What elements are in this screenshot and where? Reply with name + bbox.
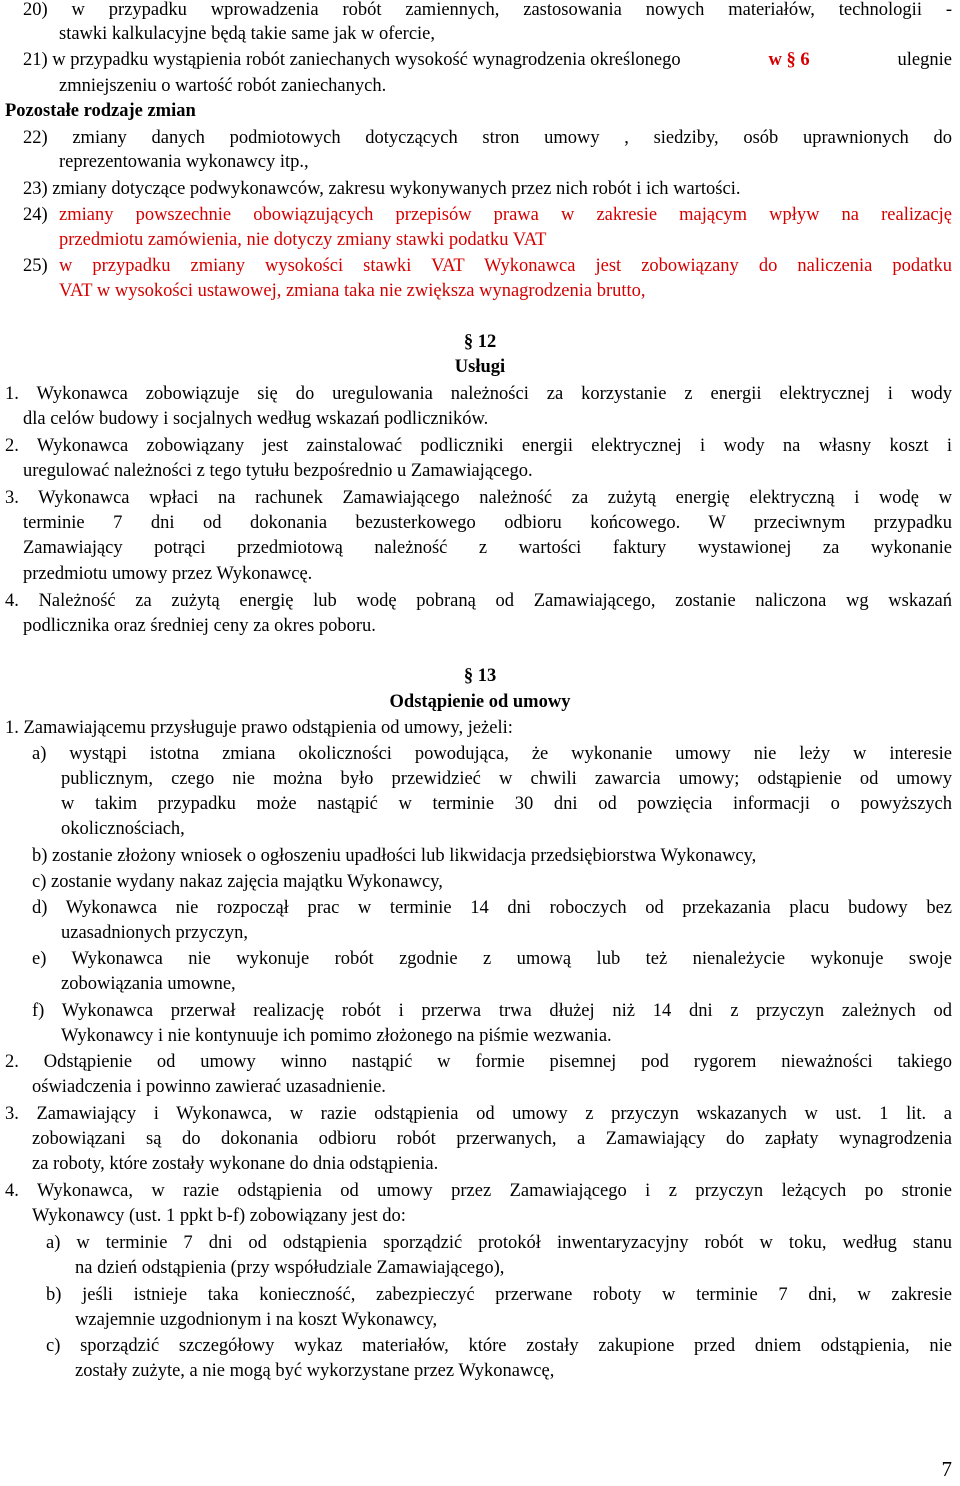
text-line: Wykonawcy (ust. 1 ppkt b-f) zobowiązany jest do: xyxy=(32,1206,406,1226)
text-line: d) Wykonawca nie rozpoczął prac w terminie 14 dni roboczych od przekazania placu budowy bez xyxy=(32,898,952,918)
text-line: w przypadku zmiany wysokości stawki VAT Wykonawca jest zobowiązany do naliczenia podatku xyxy=(59,256,952,276)
text-line: e) Wykonawca nie wykonuje robót zgodnie z umową lub też nienależycie wykonuje swoje xyxy=(32,949,952,969)
text-line: publicznym, czego nie można było przewidzieć w chwili zawarcia umowy; odstąpienie od umowy xyxy=(61,769,952,789)
text-line: okolicznościach, xyxy=(61,819,185,839)
section-number: § 12 xyxy=(463,332,497,352)
text-line: uregulować należności z tego tytułu bezpośrednio u Zamawiającego. xyxy=(23,461,533,481)
section-title: Usługi xyxy=(454,357,506,377)
text-line: zobowiązania umowne, xyxy=(61,974,236,994)
text-line: b) zostanie złożony wniosek o ogłoszeniu upadłości lub likwidacja przedsiębiorstwa Wykonawcy, xyxy=(32,846,757,866)
page-number: 7 xyxy=(941,1457,952,1481)
section-reference: w § 6 xyxy=(768,50,810,70)
text-line: 1. Zamawiającemu przysługuje prawo odstąpienia od umowy, jeżeli: xyxy=(5,718,513,738)
text-line: za roboty, które zostały wykonane do dnia odstąpienia. xyxy=(32,1154,439,1174)
text-line: w takim przypadku może nastąpić w terminie 30 dni od powzięcia informacji o powyższych xyxy=(61,794,952,814)
text-line: 22) zmiany danych podmiotowych dotyczących stron umowy , siedziby, osób uprawnionych do xyxy=(23,128,952,148)
subheading: Pozostałe rodzaje zmian xyxy=(5,101,196,121)
text-line: dla celów budowy i socjalnych według wskazań podliczników. xyxy=(23,409,489,429)
text-line xyxy=(23,48,952,72)
text-line: a) w terminie 7 dni od odstąpienia sporządzić protokół inwentaryzacyjny robót w toku, według stanu xyxy=(46,1233,952,1253)
text-line: c) sporządzić szczegółowy wykaz materiałów, które zostały zakupione przed dniem odstąpienia, nie xyxy=(46,1336,952,1356)
text-line: b) jeśli istnieje taka konieczność, zabezpieczyć przerwane roboty w terminie 7 dni, w zakresie xyxy=(46,1285,952,1305)
text-line: terminie 7 dni od dokonania bezusterkowego odbioru końcowego. W przeciwnym przypadku xyxy=(23,513,952,533)
text-line: 20) w przypadku wprowadzenia robót zamiennych, zastosowania nowych materiałów, technologii - xyxy=(23,0,952,20)
text-line: na dzień odstąpienia (przy współudziale Zamawiającego), xyxy=(75,1258,505,1278)
list-number: 24) xyxy=(23,205,48,225)
text-line: zmiany powszechnie obowiązujących przepisów prawa w zakresie mającym wpływ na realizację xyxy=(59,205,952,225)
text-line: oświadczenia i powinno zawierać uzasadnienie. xyxy=(32,1077,386,1097)
text-line: przedmiotu zamówienia, nie dotyczy zmiany stawki podatku VAT xyxy=(59,230,547,250)
text-line: podlicznika oraz średniej ceny za okres poboru. xyxy=(23,616,376,636)
text-line: f) Wykonawca przerwał realizację robót i przerwa trwa dłużej niż 14 dni z przyczyn zależnych od xyxy=(32,1001,952,1021)
list-number: 25) xyxy=(23,256,48,276)
text-line: wzajemnie uzgodnionym i na koszt Wykonawcy, xyxy=(75,1310,438,1330)
section-title: Odstąpienie od umowy xyxy=(389,692,571,712)
text-span: ulegnie xyxy=(897,50,952,70)
text-line: przedmiotu umowy przez Wykonawcę. xyxy=(23,564,313,584)
text-line: 3. Wykonawca wpłaci na rachunek Zamawiającego należność za zużytą energię elektryczną i wodę w xyxy=(5,488,952,508)
text-line: 4. Należność za zużytą energię lub wodę pobraną od Zamawiającego, zostanie naliczona wg wskazań xyxy=(5,591,952,611)
text-line: zobowiązani są do dokonania odbioru robót przerwanych, a Zamawiający do zapłaty wynagrodzenia xyxy=(32,1129,952,1149)
text-line: a) wystąpi istotna zmiana okoliczności powodująca, że wykonanie umowy nie leży w interesie xyxy=(32,744,952,764)
text-line: zmniejszeniu o wartość robót zaniechanych. xyxy=(59,76,387,96)
text-line: 4. Wykonawca, w razie odstąpienia od umowy przez Zamawiającego i z przyczyn leżących po stronie xyxy=(5,1181,952,1201)
text-line: Wykonawcy i nie kontynuuje ich pomimo złożonego na piśmie wezwania. xyxy=(61,1026,612,1046)
text-line: VAT w wysokości ustawowej, zmiana taka nie zwiększa wynagrodzenia brutto, xyxy=(59,281,646,301)
text-line: 2. Wykonawca zobowiązany jest zainstalować podliczniki energii elektrycznej i wody na własny koszt i xyxy=(5,436,952,456)
text-span: 21) w przypadku wystąpienia robót zaniechanych wysokość wynagrodzenia określonego xyxy=(23,50,681,70)
text-line: 3. Zamawiający i Wykonawca, w razie odstąpienia od umowy z przyczyn wskazanych w ust. 1 lit. a xyxy=(5,1104,952,1124)
text-line: zostały zużyte, a nie mogą być wykorzystane przez Wykonawcę, xyxy=(75,1361,555,1381)
text-line: Zamawiający potrąci przedmiotową należność z wartości faktury wystawionej za wykonanie xyxy=(23,538,952,558)
text-line: 23) zmiany dotyczące podwykonawców, zakresu wykonywanych przez nich robót i ich wartości. xyxy=(23,179,741,199)
text-line: 2. Odstąpienie od umowy winno nastąpić w formie pisemnej pod rygorem nieważności takiego xyxy=(5,1052,952,1072)
text-line: c) zostanie wydany nakaz zajęcia majątku Wykonawcy, xyxy=(32,872,443,892)
text-line: reprezentowania wykonawcy itp., xyxy=(59,152,309,172)
text-line: stawki kalkulacyjne będą takie same jak w ofercie, xyxy=(59,24,436,44)
text-line: uzasadnionych przyczyn, xyxy=(61,923,248,943)
text-line: 1. Wykonawca zobowiązuje się do uregulowania należności za korzystanie z energii elektrycznej i wody xyxy=(5,384,952,404)
section-number: § 13 xyxy=(463,666,497,686)
